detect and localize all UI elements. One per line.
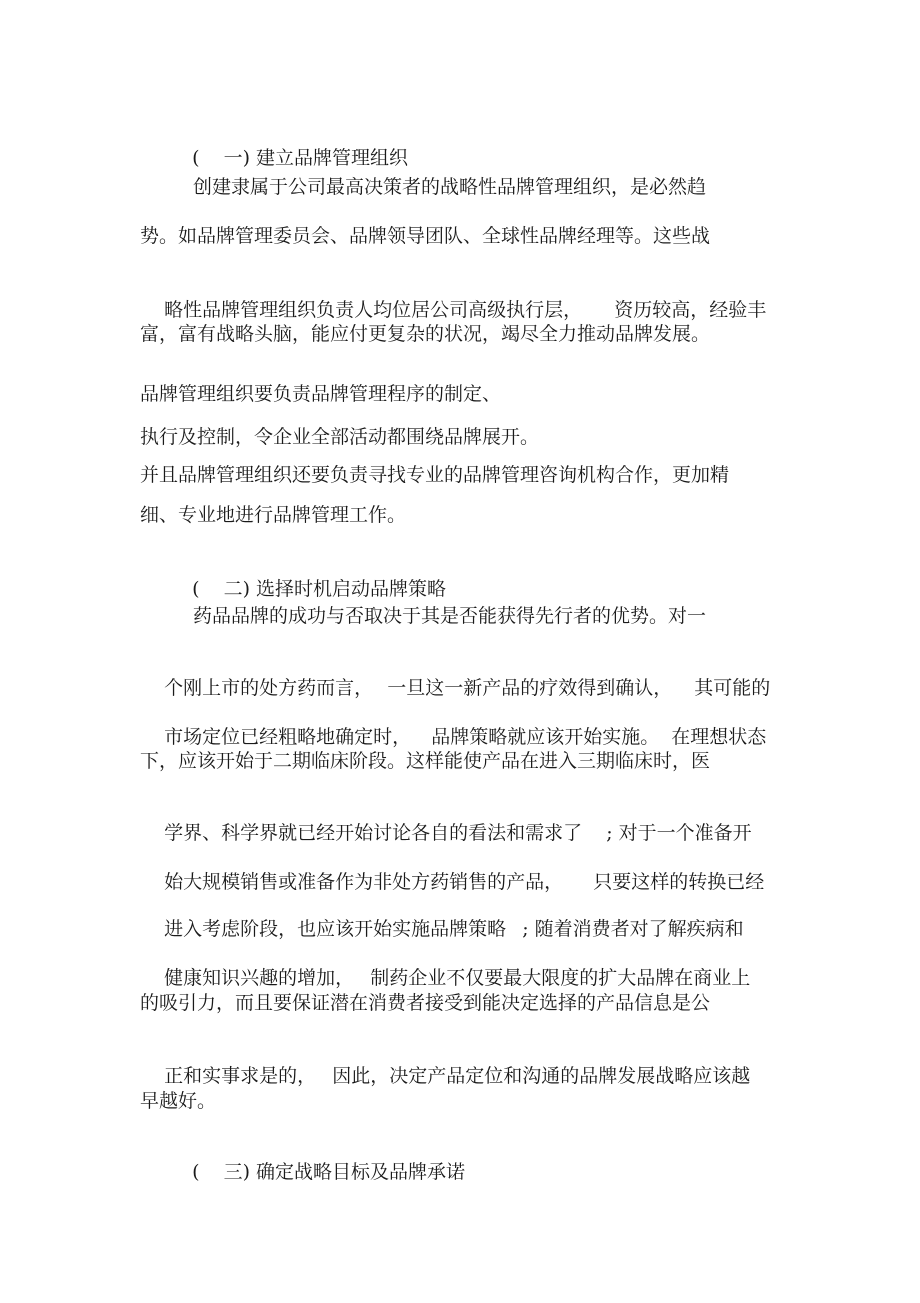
text-segment: ; 对于一个准备开 — [606, 822, 752, 844]
text-segment: 进入考虑阶段，也应该开始实施品牌策略 — [164, 918, 507, 940]
heading-title: 一) 建立品牌管理组织 — [223, 147, 409, 169]
paragraph-line: 执行及控制，令企业全部活动都围绕品牌展开。 — [140, 426, 540, 448]
paragraph-line — [140, 1040, 750, 1112]
text-segment: 制药企业不仅要最大限度的扩大品牌在商业上 — [370, 967, 751, 989]
text-segment: 市场定位已经粗略地确定时， — [164, 726, 412, 748]
text-segment: 个刚上市的处方药而言， — [164, 677, 374, 699]
paragraph-line: 并且品牌管理组织还要负责寻找专业的品牌管理咨询机构合作，更加精 — [140, 464, 730, 486]
heading-paren: ( — [192, 578, 200, 600]
paragraph-line: 下，应该开始于二期临床阶段。这样能使产品在进入三期临床时，医 — [140, 750, 711, 772]
heading-title: 三) 确定战略目标及品牌承诺 — [223, 1161, 466, 1183]
paragraph-line: 富，富有战略头脑，能应付更复杂的状况，竭尽全力推动品牌发展。 — [140, 323, 711, 345]
text-segment: 一旦这一新产品的疗效得到确认， — [387, 677, 673, 699]
text-segment: 其可能的 — [694, 677, 771, 699]
text-segment: 只要这样的转换已经 — [593, 871, 765, 893]
paragraph-line: 细、专业地进行品牌管理工作。 — [140, 504, 407, 526]
paragraph-line: 品牌管理组织要负责品牌管理程序的制定、 — [140, 383, 502, 405]
text-segment: 在理想状态 — [671, 726, 767, 748]
text-segment: 品牌策略就应该开始实施。 — [431, 726, 660, 748]
heading-paren: ( — [192, 1161, 200, 1183]
paragraph-line: 创建隶属于公司最高决策者的战略性品牌管理组织，是必然趋 — [193, 176, 707, 198]
text-segment: 始大规模销售或准备作为非处方药销售的产品， — [164, 871, 564, 893]
text-segment: 正和实事求是的， — [164, 1065, 317, 1087]
paragraph-line: 势。如品牌管理委员会、品牌领导团队、全球性品牌经理等。这些战 — [140, 225, 711, 247]
text-segment: 资历较高，经验丰 — [614, 299, 767, 321]
paragraph-line: 早越好。 — [140, 1090, 217, 1112]
paragraph-line: 药品品牌的成功与否取决于其是否能获得先行者的优势。对一 — [193, 605, 707, 627]
text-segment: 因此，决定产品定位和沟通的品牌发展战略应该越 — [332, 1065, 751, 1087]
text-segment: 健康知识兴趣的增加， — [164, 967, 355, 989]
text-segment: 略性品牌管理组织负责人均位居公司高级执行层， — [164, 299, 583, 321]
section-3-heading — [168, 1136, 465, 1208]
text-segment: 学界、科学界就已经开始讨论各自的看法和需求了 — [164, 822, 583, 844]
text-segment: ; 随着消费者对了解疾病和 — [522, 918, 744, 940]
heading-paren: ( — [192, 147, 200, 169]
paragraph-line: 的吸引力，而且要保证潜在消费者接受到能决定选择的产品信息是公 — [140, 992, 711, 1014]
heading-title: 二) 选择时机启动品牌策略 — [223, 578, 447, 600]
